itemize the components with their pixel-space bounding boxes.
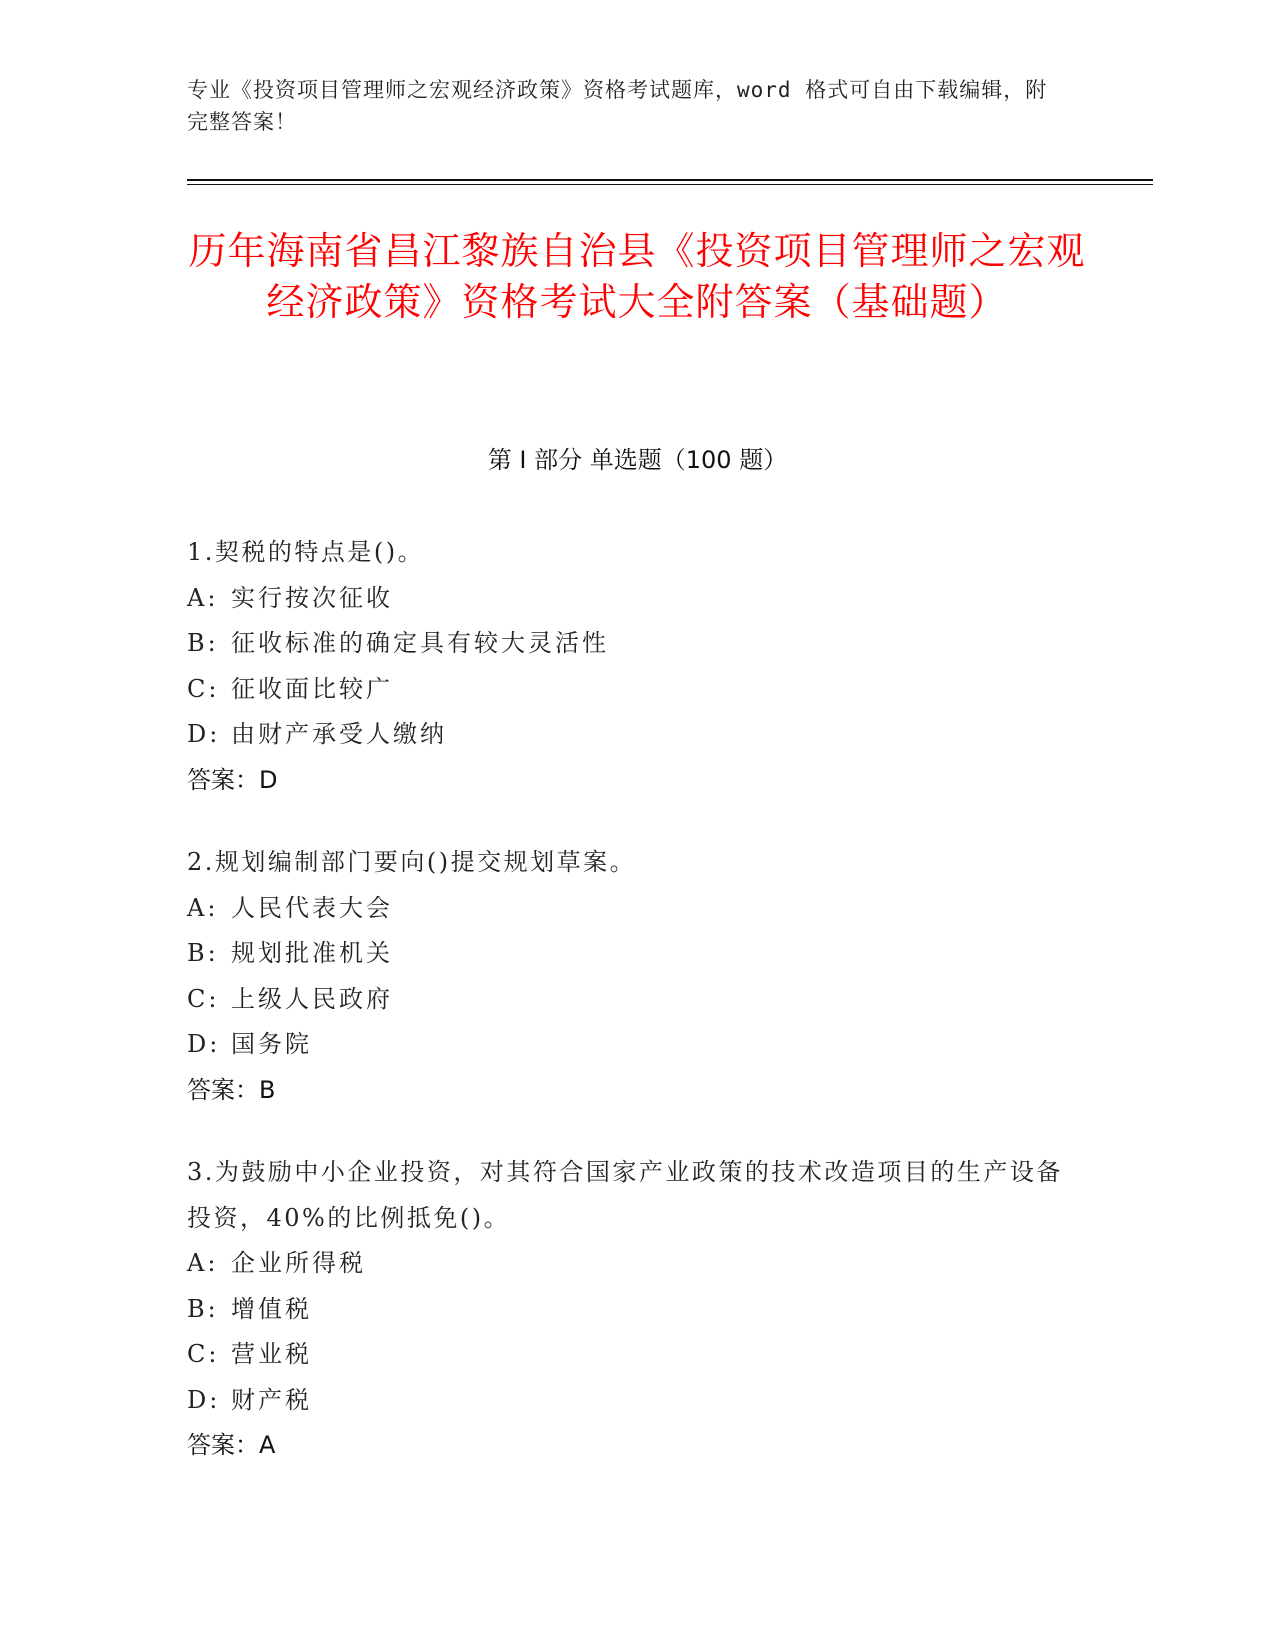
header-rule-thin (187, 184, 1153, 185)
option-text: 由财产承受人缴纳 (231, 720, 447, 748)
answer-line: 答案：D (187, 765, 278, 794)
header-note: 专业《投资项目管理师之宏观经济政策》资格考试题库，word 格式可自由下载编辑，附完整答案！ (187, 78, 1048, 134)
option-text: 营业税 (231, 1340, 312, 1368)
document-title: 历年海南省昌江黎族自治县《投资项目管理师之宏观经济政策》资格考试大全附答案（基础题） (188, 229, 1086, 324)
question-item (187, 840, 1067, 1113)
option-key: D: (187, 1030, 221, 1058)
option-d (187, 712, 1067, 758)
option-b (187, 931, 1067, 977)
option-text: 增值税 (231, 1294, 312, 1323)
question-item (187, 1150, 1067, 1469)
option-c (187, 977, 1067, 1023)
answer-line: 答案：A (187, 1431, 276, 1459)
option-key: A: (187, 583, 219, 612)
option-a (187, 1241, 1067, 1287)
option-a (187, 886, 1067, 932)
answer-line: 答案：B (187, 1075, 276, 1104)
option-key: C: (187, 984, 220, 1013)
option-key: B: (187, 629, 219, 657)
option-text: 征收标准的确定具有较大灵活性 (231, 629, 609, 657)
option-b (187, 621, 1067, 667)
option-c (187, 1332, 1067, 1378)
option-text: 国务院 (231, 1030, 312, 1058)
option-key: D: (187, 720, 221, 748)
option-key: A: (187, 1249, 219, 1277)
question-stem: 2.规划编制部门要向()提交规划草案。 (187, 848, 637, 876)
option-b (187, 1287, 1067, 1333)
section-heading: 第 I 部分 单选题（100 题） (487, 446, 788, 474)
option-key: B: (187, 939, 219, 967)
option-d (187, 1022, 1067, 1068)
option-text: 征收面比较广 (231, 674, 393, 703)
option-key: D: (187, 1385, 221, 1414)
option-d (187, 1378, 1067, 1424)
option-text: 财产税 (231, 1385, 312, 1414)
option-text: 企业所得税 (231, 1249, 366, 1277)
question-stem: 1.契税的特点是()。 (187, 538, 425, 566)
option-text: 上级人民政府 (231, 984, 393, 1013)
option-c (187, 667, 1067, 713)
option-text: 规划批准机关 (231, 939, 393, 967)
option-key: B: (187, 1294, 219, 1323)
header-rule-thick (187, 179, 1153, 181)
option-text: 人民代表大会 (231, 893, 393, 922)
option-key: C: (187, 674, 220, 703)
option-key: A: (187, 893, 219, 922)
option-text: 实行按次征收 (231, 583, 393, 612)
option-a (187, 576, 1067, 622)
question-stem: 3.为鼓励中小企业投资，对其符合国家产业政策的技术改造项目的生产设备投资，40%的比例抵免()。 (187, 1158, 1063, 1232)
question-list (187, 530, 1067, 1506)
question-item (187, 530, 1067, 803)
option-key: C: (187, 1340, 220, 1368)
